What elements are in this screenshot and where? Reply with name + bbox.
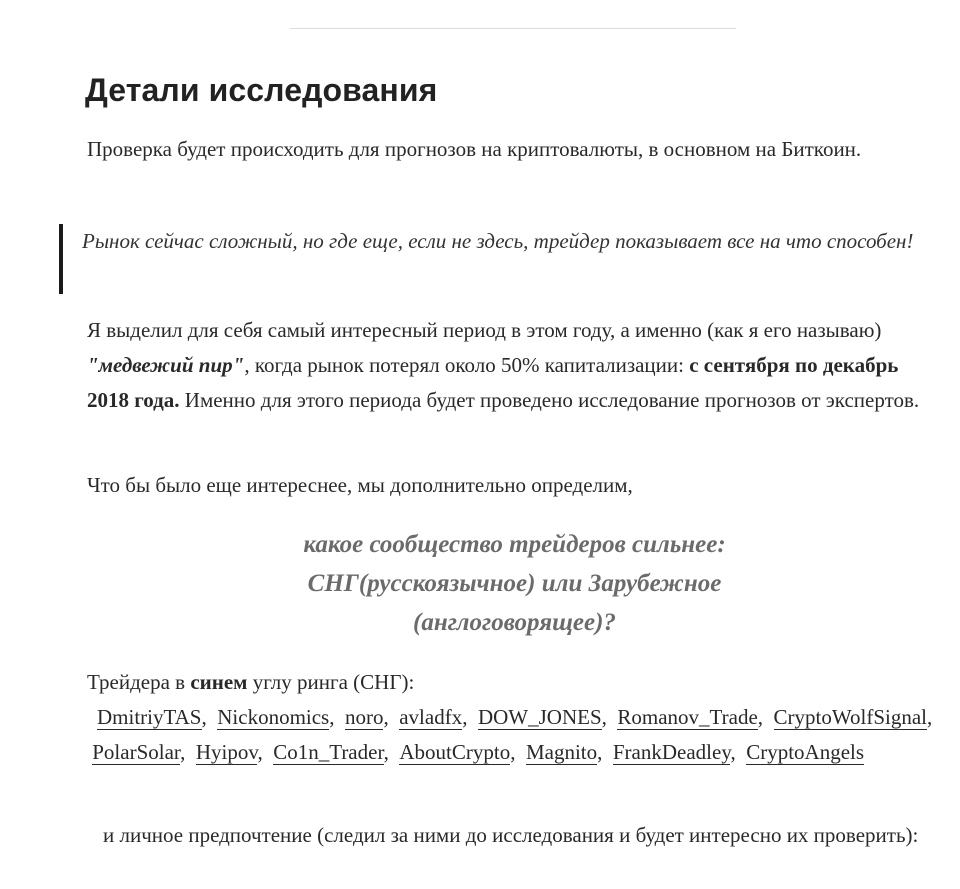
corner-text-before: Трейдера в: [87, 670, 191, 694]
period-text-before: Я выделил для себя самый интересный период в этом году, а именно (как я его называю): [87, 318, 882, 342]
section-divider: [290, 28, 736, 29]
period-emphasis: "медвежий пир": [87, 353, 245, 377]
lead-in-paragraph: Что бы было еще интереснее, мы дополнительно определим,: [87, 473, 633, 497]
highlight-line-3: (англоговорящее)?: [413, 609, 616, 636]
personal-paragraph: и личное предпочтение (следил за ними до исследования и будет интересно их проверить):: [103, 823, 919, 847]
trader-link[interactable]: PolarSolar: [92, 740, 181, 764]
trader-link[interactable]: noro: [344, 705, 384, 729]
period-paragraph: [87, 313, 942, 418]
period-text-end: Именно для этого периода будет проведено исследование прогнозов от экспертов.: [179, 388, 920, 412]
period-dates: с сентября по декабрь 2018 года.: [87, 353, 899, 412]
blockquote: Рынок сейчас сложный, но где еще, если не здесь, трейдер показывает все на что способен!: [82, 229, 914, 253]
corner-text-after: углу ринга (СНГ):: [247, 670, 415, 694]
highlight-line-2: СНГ(русскоязычное) или Зарубежное: [307, 570, 722, 597]
trader-link[interactable]: Nickonomics: [217, 705, 330, 729]
section-heading: Детали исследования: [85, 72, 438, 108]
intro-paragraph: Проверка будет происходить для прогнозов на криптовалюты, в основном на Биткоин.: [87, 137, 862, 161]
trader-link[interactable]: Magnito: [525, 740, 598, 764]
trader-link[interactable]: DOW_JONES: [477, 705, 602, 729]
trader-link[interactable]: avladfx: [399, 705, 463, 729]
trader-link[interactable]: CryptoWolfSignal: [773, 705, 928, 729]
trader-link[interactable]: Co1n_Trader: [273, 740, 384, 764]
period-text-after: , когда рынок потерял около 50% капитализации:: [244, 353, 690, 377]
highlight-question: [87, 525, 942, 642]
trader-link[interactable]: Hyipov: [195, 740, 258, 764]
trader-link[interactable]: CryptoAngels: [746, 740, 865, 764]
trader-link[interactable]: DmitriyTAS: [97, 705, 202, 729]
blockquote-bar: [59, 224, 63, 294]
trader-link[interactable]: FrankDeadley: [612, 740, 731, 764]
trader-link[interactable]: AboutCrypto: [399, 740, 511, 764]
highlight-line-1: какое сообщество трейдеров сильнее:: [303, 531, 726, 558]
traders-list: DmitriyTAS, Nickonomics, noro, avladfx, DOW_JONES, Romanov_Trade, CryptoWolfSignal, PolarSolar, Hyipov, Co1n_Trader, AboutCrypto, Magnito, FrankDeadley, CryptoAngels: [92, 705, 933, 764]
corner-paragraph: [87, 665, 942, 700]
trader-link[interactable]: Romanov_Trade: [617, 705, 758, 729]
corner-bold: синем: [190, 670, 248, 694]
